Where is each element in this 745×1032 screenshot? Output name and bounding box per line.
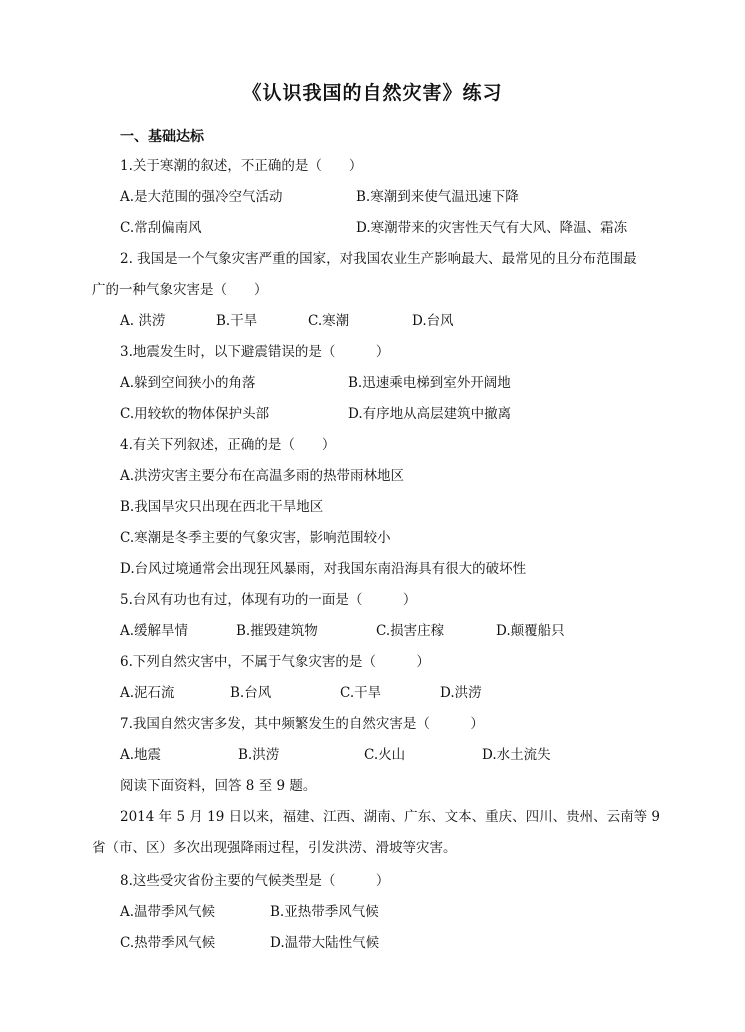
question-4-option-a: A.洪涝灾害主要分布在高温多雨的热带雨林地区 (120, 468, 405, 484)
question-6-option-d: D.洪涝 (440, 685, 482, 701)
question-1-option-b: B.寒潮到来使气温迅速下降 (356, 189, 519, 205)
question-5-option-c: C.损害庄稼 (376, 623, 445, 639)
question-8-option-d: D.温带大陆性气候 (270, 935, 380, 951)
question-6-option-a: A.泥石流 (120, 685, 175, 701)
question-4-option-c: C.寒潮是冬季主要的气象灾害，影响范围较小 (120, 530, 391, 546)
reading-intro: 阅读下面资料，回答 8 至 9 题。 (120, 778, 317, 794)
question-2-option-a: A. 洪涝 (120, 313, 166, 329)
question-8-option-a: A.温带季风气候 (120, 904, 216, 920)
question-1-option-a: A.是大范围的强冷空气活动 (120, 189, 283, 205)
question-3-option-c: C.用较软的物体保护头部 (120, 406, 270, 422)
section-heading: 一、基础达标 (120, 129, 204, 145)
question-6-option-b: B.台风 (230, 685, 272, 701)
question-1-stem: 1.关于寒潮的叙述，不正确的是（ ） (120, 158, 363, 174)
question-5-stem: 5.台风有功也有过，体现有功的一面是（ ） (120, 592, 417, 608)
question-7-option-c: C.火山 (364, 747, 406, 763)
reading-passage-line2: 省（市、区）多次出现强降雨过程，引发洪涝、滑坡等灾害。 (92, 840, 457, 856)
question-4-option-b: B.我国旱灾只出现在西北干旱地区 (120, 499, 324, 515)
question-7-option-d: D.水土流失 (482, 747, 551, 763)
question-8-stem: 8.这些受灾省份主要的气候类型是（ ） (120, 873, 390, 889)
question-7-option-a: A.地震 (120, 747, 162, 763)
question-6-option-c: C.干旱 (340, 685, 382, 701)
question-5-option-b: B.摧毁建筑物 (236, 623, 318, 639)
question-8-option-b: B.亚热带季风气候 (270, 904, 379, 920)
question-6-stem: 6.下列自然灾害中，不属于气象灾害的是（ ） (120, 654, 430, 670)
question-2-option-b: B.干旱 (216, 313, 258, 329)
question-3-option-d: D.有序地从高层建筑中撤离 (348, 406, 512, 422)
page-title: 《认识我国的自然灾害》练习 (242, 82, 503, 104)
question-5-option-d: D.颠覆船只 (496, 623, 565, 639)
question-2-stem-line1: 2. 我国是一个气象灾害严重的国家，对我国农业生产影响最大、最常见的且分布范围最 (120, 251, 637, 267)
question-2-option-d: D.台风 (412, 313, 454, 329)
question-8-option-c: C.热带季风气候 (120, 935, 216, 951)
question-7-option-b: B.洪涝 (238, 747, 280, 763)
question-4-option-d: D.台风过境通常会出现狂风暴雨，对我国东南沿海具有很大的破坏性 (120, 561, 527, 577)
question-1-option-d: D.寒潮带来的灾害性天气有大风、降温、霜冻 (356, 220, 628, 236)
question-2-stem-line2: 广的一种气象灾害是（ ） (92, 282, 268, 298)
reading-passage-line1: 2014 年 5 月 19 日以来，福建、江西、湖南、广东、文本、重庆、四川、贵州、云南等 9 (120, 809, 660, 825)
question-2-option-c: C.寒潮 (308, 313, 350, 329)
question-4-stem: 4.有关下列叙述，正确的是（ ） (120, 437, 336, 453)
question-1-option-c: C.常刮偏南风 (120, 220, 202, 236)
question-7-stem: 7.我国自然灾害多发，其中频繁发生的自然灾害是（ ） (120, 716, 484, 732)
question-3-option-a: A.躲到空间狭小的角落 (120, 375, 256, 391)
question-3-stem: 3.地震发生时，以下避震错误的是（ ） (120, 344, 390, 360)
question-3-option-b: B.迅速乘电梯到室外开阔地 (348, 375, 511, 391)
question-5-option-a: A.缓解旱情 (120, 623, 189, 639)
